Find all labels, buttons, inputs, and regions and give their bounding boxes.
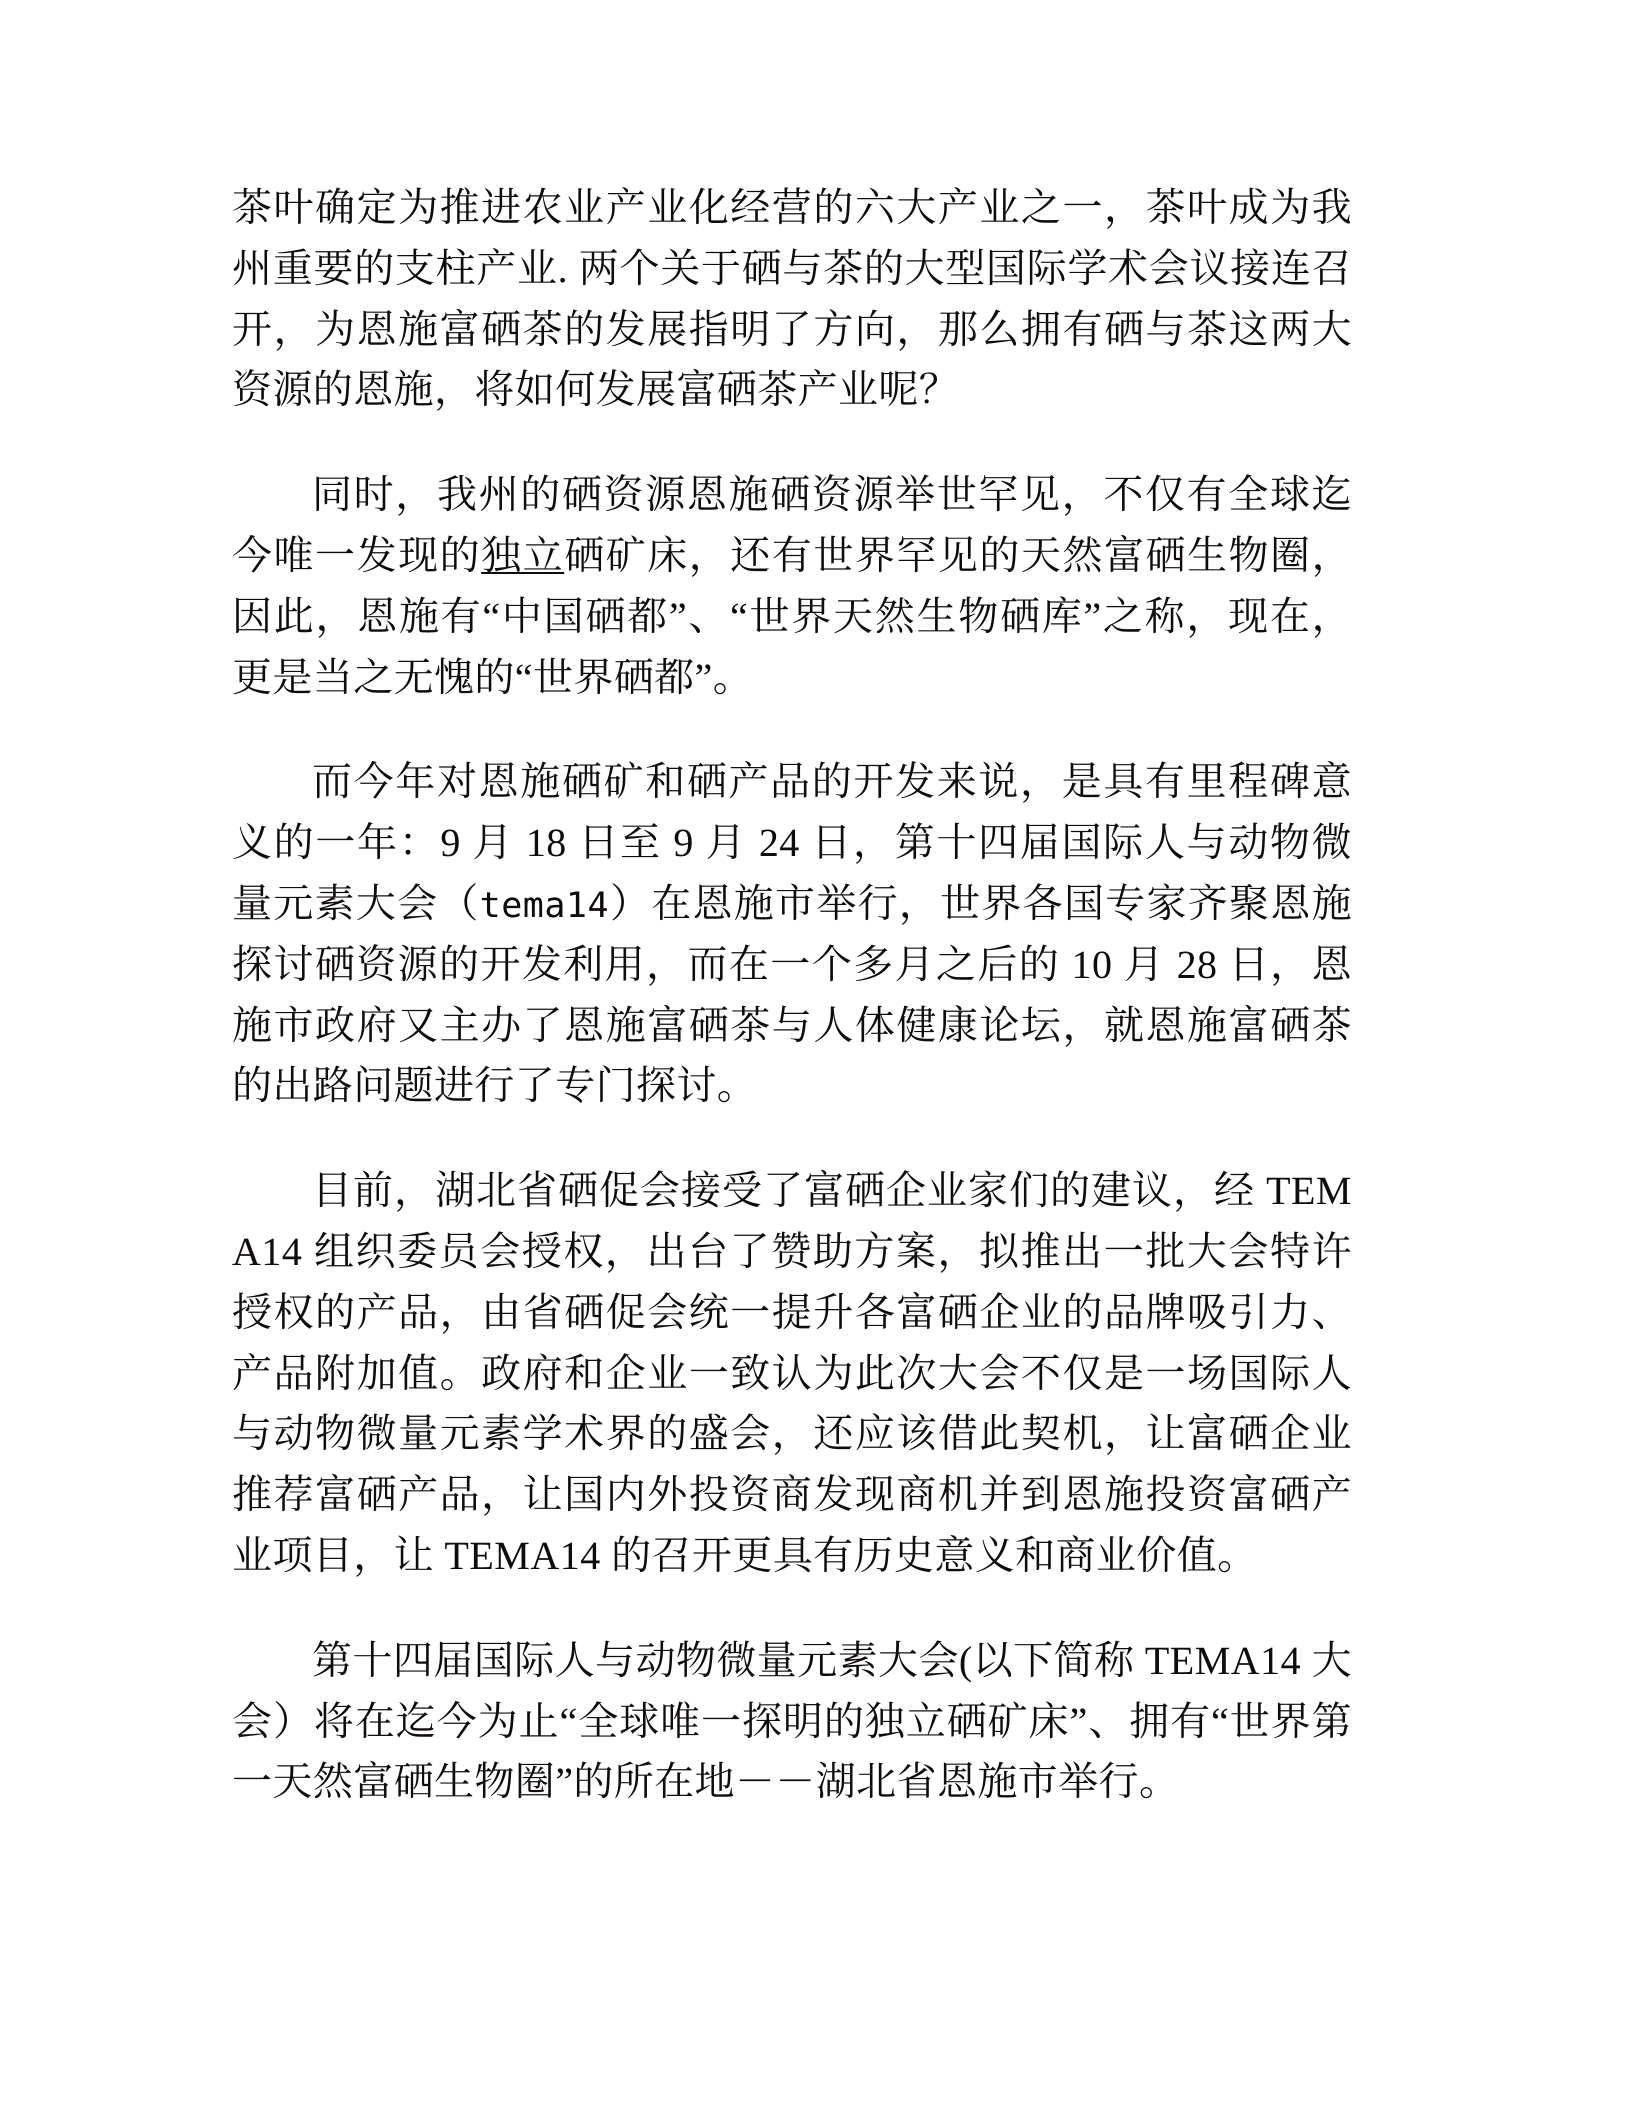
body-text: 的召开更具有历史意义和商业价值。 [600, 1532, 1258, 1578]
paragraph-p3 [232, 752, 1352, 1117]
body-text: 茶叶确定为推进农业产业化经营的六大产业之一，茶叶成为我州重要的支柱产业. 两个关于硒与茶的大型国际学术会议接连召开，为恩施富硒茶的发展指明了方向，那么拥有硒与茶这两大资源的恩施，将如何发展富硒茶产业呢？ [232, 185, 1352, 413]
body-text: 而今年对恩施硒矿和硒产品的开发来说，是具有里程碑意义的一年：9 月 18 日至 9 月 24 日，第十四届国际人与动物微量元素大会（ [232, 759, 1352, 926]
body-text: 硒矿床，还有世界罕见的天然富硒生物圈，因此，恩施有“中国硒都”、“世界天然生物硒库”之称，现在，更是当之无愧的“世界硒都”。 [232, 532, 1352, 700]
body-text: 同时，我州的硒资源恩施硒资源举世罕见，不仅有全球迄今唯一发现的 [232, 472, 1352, 578]
paragraph-p4 [232, 1161, 1352, 1587]
latin-text: TEMA14 [1144, 1637, 1302, 1683]
body-text: 目前，湖北省硒促会接受了富硒企业家们的建议，经 [312, 1168, 1267, 1214]
paragraph-p2 [232, 465, 1352, 708]
latin-text: TEMA14 [232, 1168, 1352, 1274]
document-text-column [232, 178, 1352, 1813]
underlined-text: 独立 [481, 532, 565, 578]
latin-text: TEMA14 [444, 1532, 601, 1578]
monospace-text: tema14 [479, 885, 610, 926]
paragraph-p1 [232, 178, 1352, 421]
body-text: 第十四届国际人与动物微量元素大会(以下简称 [312, 1637, 1145, 1683]
body-text: 组织委员会授权，出台了赞助方案，拟推出一批大会特许授权的产品，由省硒促会统一提升各富硒企业的品牌吸引力、产品附加值。政府和企业一致认为此次大会不仅是一场国际人与动物微量元素学术界的盛会，还应该借此契机，让富硒企业推荐富硒产品，让国内外投资商发现商机并到恩施投资富硒产业项目，让 [232, 1228, 1352, 1578]
paragraph-p5 [232, 1631, 1352, 1813]
body-text: ）在恩施市举行，世界各国专家齐聚恩施探讨硒资源的开发利用，而在一个多月之后的 10 月 28 日，恩施市政府又主办了恩施富硒茶与人体健康论坛，就恩施富硒茶的出路问题进行了专门探讨。 [232, 880, 1352, 1109]
body-text: 大会）将在迄今为止“全球唯一探明的独立硒矿床”、拥有“世界第一天然富硒生物圈”的所在地－－湖北省恩施市举行。 [232, 1637, 1352, 1805]
